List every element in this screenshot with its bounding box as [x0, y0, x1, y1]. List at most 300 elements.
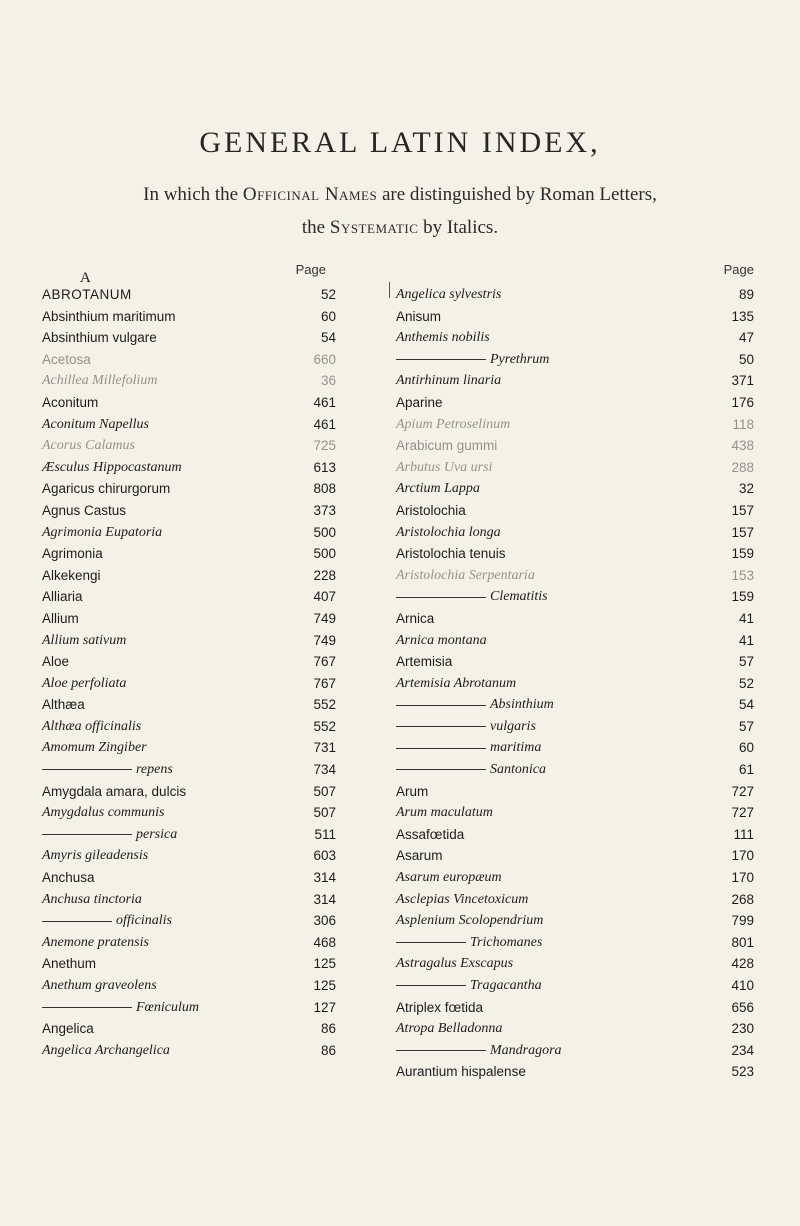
entry-page: 176 — [731, 394, 754, 410]
index-entry — [396, 1018, 762, 1040]
index-title: GENERAL LATIN INDEX, — [199, 126, 601, 159]
index-entry — [42, 500, 408, 522]
ditto-dash — [42, 921, 112, 922]
index-entry — [396, 457, 762, 479]
entry-name-text: Anemone pratensis — [42, 934, 149, 950]
index-entry — [42, 522, 408, 544]
index-entry — [396, 673, 762, 695]
index-entry — [42, 543, 408, 565]
entry-page: 767 — [313, 675, 336, 691]
entry-name-text: Anchusa — [42, 870, 95, 886]
entry-page: 799 — [731, 913, 754, 929]
entry-name-text: Asarum — [396, 848, 443, 864]
index-entry — [42, 694, 408, 716]
entry-page: 461 — [313, 394, 336, 410]
entry-name-text: Amygdala amara, dulcis — [42, 783, 187, 799]
ditto-dash — [396, 726, 486, 727]
index-entry — [42, 932, 408, 954]
index-entry — [396, 1040, 762, 1062]
entry-page: 552 — [313, 718, 336, 734]
index-entry — [42, 349, 408, 371]
index-entry — [42, 824, 408, 846]
entry-name — [396, 414, 510, 436]
entry-name — [396, 997, 483, 1019]
index-entry — [42, 1018, 408, 1040]
entry-name — [42, 889, 142, 911]
page-label-left: Page — [295, 262, 326, 277]
entry-page: 407 — [313, 589, 336, 605]
entry-name — [42, 781, 186, 803]
entry-name — [42, 673, 126, 695]
entry-name — [42, 910, 172, 932]
entry-name — [42, 975, 157, 997]
entry-name-text: Althæa officinalis — [42, 718, 142, 734]
ditto-dash — [42, 769, 132, 770]
entry-name — [396, 586, 548, 608]
entry-page: 118 — [732, 416, 754, 432]
entry-name-text: Arctium Lappa — [396, 481, 480, 497]
index-entry — [396, 306, 762, 328]
entry-page: 613 — [313, 459, 336, 475]
subtitle-line2-post: by Italics. — [418, 217, 499, 238]
index-entry — [42, 392, 408, 414]
entry-page: 127 — [313, 999, 336, 1015]
entry-name-text: ABROTANUM — [42, 287, 132, 302]
ditto-dash — [396, 597, 486, 598]
entry-name-text: Absinthium — [490, 697, 554, 713]
entry-page: 801 — [731, 934, 754, 950]
entry-name-text: Arbutus Uva ursi — [396, 459, 493, 475]
entry-name — [396, 781, 428, 803]
entry-name-text: Acetosa — [42, 351, 91, 367]
entry-name-text: Arabicum gummi — [396, 438, 498, 454]
entry-name — [396, 565, 535, 587]
entry-name-text: Atropa Belladonna — [396, 1021, 503, 1037]
entry-name — [396, 1061, 526, 1083]
entry-name — [396, 932, 542, 954]
entry-list-left — [42, 284, 408, 1061]
entry-name — [42, 824, 177, 846]
index-entry — [396, 802, 762, 824]
entry-name-text: Pyrethrum — [490, 351, 550, 367]
entry-name-text: Acorus Calamus — [42, 438, 135, 454]
index-entry — [42, 759, 408, 781]
entry-name-text: Agnus Castus — [42, 502, 127, 518]
entry-name-text: Althæa — [42, 697, 85, 713]
index-entry — [396, 867, 762, 889]
entry-name-text: Asplenium Scolopendrium — [396, 913, 544, 929]
entry-page: 727 — [731, 783, 754, 799]
entry-page: 52 — [738, 675, 754, 691]
index-entry — [396, 370, 762, 392]
entry-name-text: Amygdalus communis — [42, 805, 165, 821]
index-entry — [42, 651, 408, 673]
entry-name — [396, 392, 443, 414]
entry-page: 57 — [738, 718, 754, 734]
index-entry — [396, 392, 762, 414]
entry-name — [396, 306, 441, 328]
index-entry — [42, 737, 408, 759]
entry-page: 500 — [313, 546, 336, 562]
entry-page: 500 — [313, 524, 336, 540]
entry-page: 314 — [313, 891, 336, 907]
entry-name-text: Anthemis nobilis — [396, 330, 490, 346]
index-entry — [396, 522, 762, 544]
entry-name — [42, 327, 157, 349]
index-entry — [42, 889, 408, 911]
entry-page: 52 — [320, 287, 336, 302]
entry-name — [396, 327, 490, 349]
entry-name — [396, 759, 546, 781]
entry-name-text: Asclepias Vincetoxicum — [396, 891, 529, 907]
entry-page: 41 — [738, 632, 754, 648]
entry-name-text: Aristolochia tenuis — [396, 546, 506, 562]
entry-page: 54 — [320, 330, 336, 346]
entry-page: 234 — [731, 1042, 754, 1058]
entry-name — [396, 824, 464, 846]
entry-name — [396, 349, 549, 371]
index-entry — [396, 953, 762, 975]
index-entry — [396, 478, 762, 500]
entry-page: 125 — [313, 978, 336, 993]
ditto-dash — [42, 1007, 132, 1008]
subtitle-officinal: Officinal Names — [242, 184, 378, 205]
entry-name-text: Angelica sylvestris — [396, 287, 502, 302]
entry-name-text: Æsculus Hippocastanum — [42, 459, 182, 475]
index-entry — [396, 500, 762, 522]
entry-name — [42, 522, 162, 544]
index-column-right — [396, 262, 762, 1083]
entry-page: 468 — [313, 934, 336, 950]
ditto-dash — [396, 748, 486, 749]
entry-page: 552 — [313, 697, 336, 713]
entry-page: 159 — [731, 546, 754, 562]
entry-name-text: Artemisia Abrotanum — [396, 675, 517, 691]
entry-page: 61 — [738, 762, 754, 778]
subtitle-systematic: Systematic — [329, 217, 419, 238]
entry-name — [42, 953, 96, 975]
entry-name — [42, 845, 148, 867]
entry-page: 660 — [313, 351, 336, 367]
subtitle-pre: In which the — [143, 184, 243, 205]
entry-page: 373 — [313, 502, 336, 518]
entry-name — [396, 694, 554, 716]
ditto-dash — [396, 769, 486, 770]
index-entry — [42, 457, 408, 479]
entry-name — [42, 932, 149, 954]
entry-page: 86 — [320, 1042, 336, 1058]
entry-name-text: Amyris gileadensis — [42, 848, 149, 864]
entry-name — [396, 478, 480, 500]
entry-name-text: Angelica — [42, 1021, 94, 1037]
entry-page: 60 — [320, 308, 336, 324]
entry-name — [396, 737, 541, 759]
entry-name — [42, 759, 173, 781]
entry-name — [42, 1018, 94, 1040]
entry-name-text: persica — [136, 826, 178, 842]
entry-page: 125 — [313, 956, 336, 972]
index-entry — [42, 586, 408, 608]
entry-name — [42, 500, 126, 522]
entry-page: 749 — [313, 632, 336, 648]
entry-name-text: Aconitum — [42, 394, 99, 410]
entry-name-text: Allium sativum — [42, 632, 127, 648]
entry-page: 170 — [731, 870, 754, 886]
ditto-dash — [396, 705, 486, 706]
index-entry — [396, 737, 762, 759]
entry-name-text: Absinthium maritimum — [42, 308, 176, 324]
index-column-left — [42, 262, 408, 1061]
entry-name-text: Angelica Archangelica — [42, 1042, 170, 1058]
entry-page: 47 — [738, 330, 754, 346]
entry-page: 603 — [313, 848, 336, 864]
entry-name — [396, 1040, 562, 1062]
entry-page: 135 — [731, 308, 754, 324]
index-entry — [396, 932, 762, 954]
index-entry — [42, 306, 408, 328]
entry-name — [42, 997, 199, 1019]
entry-page: 41 — [738, 610, 754, 626]
entry-name — [396, 457, 492, 479]
entry-name-text: Anethum graveolens — [42, 978, 157, 993]
entry-name-text: Tragacantha — [470, 978, 542, 993]
entry-page: 410 — [731, 978, 754, 993]
entry-name-text: Amomum Zingiber — [42, 740, 147, 756]
entry-name-text: Aparine — [396, 394, 443, 410]
entry-name-text: Allium — [42, 610, 79, 626]
entry-page: 50 — [738, 351, 754, 367]
index-entry — [42, 781, 408, 803]
index-entry — [42, 435, 408, 457]
entry-name-text: Aristolochia Serpentaria — [396, 567, 535, 583]
entry-name-text: Aristolochia longa — [396, 524, 501, 540]
index-entry — [42, 370, 408, 392]
entry-page: 725 — [313, 438, 336, 454]
index-entry — [396, 327, 762, 349]
index-entry — [396, 824, 762, 846]
page-label-right: Page — [723, 262, 754, 277]
entry-name — [396, 716, 536, 738]
ditto-dash — [396, 942, 466, 943]
entry-name-text: Agaricus chirurgorum — [42, 481, 171, 497]
index-entry — [396, 543, 762, 565]
entry-page: 228 — [313, 567, 336, 583]
index-entry — [396, 586, 762, 608]
index-entry — [396, 759, 762, 781]
entry-name — [396, 975, 542, 997]
index-subtitle-line2 — [0, 217, 800, 239]
entry-page: 371 — [731, 373, 754, 389]
index-entry — [396, 1061, 762, 1083]
entry-name — [42, 565, 101, 587]
entry-page: 153 — [731, 567, 754, 583]
entry-page: 60 — [738, 740, 754, 756]
entry-name-text: Aconitum Napellus — [42, 416, 149, 432]
entry-name-text: Anisum — [396, 308, 442, 324]
entry-name-text: Fœniculum — [136, 999, 199, 1015]
entry-name — [42, 716, 141, 738]
entry-name — [396, 1018, 502, 1040]
entry-name-text: Artemisia — [396, 654, 453, 670]
entry-page: 89 — [738, 287, 754, 302]
entry-name — [42, 1040, 170, 1062]
entry-name — [42, 543, 103, 565]
entry-name-text: Trichomanes — [470, 934, 543, 950]
entry-name — [42, 414, 149, 436]
entry-list-right — [396, 284, 762, 1083]
entry-name — [396, 651, 452, 673]
index-entry — [396, 997, 762, 1019]
entry-page: 157 — [731, 524, 754, 540]
entry-name — [42, 478, 170, 500]
entry-name-text: Arum — [396, 783, 429, 799]
index-entry — [42, 284, 408, 306]
index-entry — [396, 889, 762, 911]
entry-page: 268 — [731, 891, 754, 907]
entry-name — [396, 543, 506, 565]
entry-name — [42, 457, 182, 479]
entry-name-text: Arnica — [396, 610, 435, 626]
index-entry — [42, 327, 408, 349]
index-subtitle-line1 — [0, 184, 800, 206]
index-entry — [396, 651, 762, 673]
entry-page: 159 — [731, 589, 754, 605]
entry-page: 749 — [313, 610, 336, 626]
entry-name — [42, 867, 95, 889]
entry-name — [396, 867, 502, 889]
entry-name — [42, 586, 83, 608]
entry-page: 507 — [313, 783, 336, 799]
index-entry — [42, 414, 408, 436]
ditto-dash — [396, 985, 466, 986]
entry-name — [42, 435, 135, 457]
entry-name-text: Aloe perfoliata — [42, 675, 127, 691]
entry-page: 54 — [738, 697, 754, 713]
entry-name — [42, 608, 79, 630]
entry-name-text: Alkekengi — [42, 567, 101, 583]
entry-name — [396, 284, 501, 306]
index-entry — [396, 565, 762, 587]
entry-name-text: Clematitis — [490, 589, 548, 605]
entry-page: 157 — [731, 502, 754, 518]
entry-name-text: officinalis — [116, 913, 172, 929]
entry-name — [42, 392, 98, 414]
entry-name — [396, 953, 513, 975]
entry-page: 170 — [731, 848, 754, 864]
entry-page: 111 — [733, 826, 754, 842]
index-entry — [396, 910, 762, 932]
entry-name — [396, 630, 487, 652]
entry-name-text: Agrimonia Eupatoria — [42, 524, 163, 540]
index-entry — [396, 630, 762, 652]
entry-page: 511 — [314, 826, 336, 842]
entry-name-text: Aloe — [42, 654, 70, 670]
entry-name — [42, 802, 165, 824]
entry-name-text: Apium Petroselinum — [396, 416, 511, 432]
index-entry — [42, 953, 408, 975]
entry-name-text: Arum maculatum — [396, 805, 493, 821]
entry-name — [42, 306, 176, 328]
index-entry — [42, 716, 408, 738]
entry-page: 36 — [320, 373, 336, 389]
entry-name — [396, 500, 466, 522]
entry-page: 731 — [313, 740, 336, 756]
section-letter: A — [80, 270, 91, 286]
index-entry — [396, 284, 762, 306]
entry-name-text: Anethum — [42, 956, 97, 972]
entry-page: 734 — [313, 762, 336, 778]
entry-page: 57 — [738, 654, 754, 670]
entry-name — [42, 370, 157, 392]
entry-name-text: Absinthium vulgare — [42, 330, 157, 346]
entry-page: 507 — [313, 805, 336, 821]
entry-name — [396, 370, 501, 392]
entry-name — [396, 910, 543, 932]
index-entry — [396, 349, 762, 371]
index-entry — [42, 673, 408, 695]
index-entry — [42, 1040, 408, 1062]
entry-page: 727 — [731, 805, 754, 821]
index-entry — [42, 630, 408, 652]
entry-page: 428 — [731, 956, 754, 972]
entry-name-text: Assafœtida — [396, 826, 465, 842]
index-entry — [42, 867, 408, 889]
entry-name — [42, 737, 147, 759]
index-entry — [42, 975, 408, 997]
entry-name-text: Asarum europæum — [396, 870, 502, 886]
entry-name — [42, 694, 85, 716]
entry-page: 86 — [320, 1021, 336, 1037]
entry-name-text: Anchusa tinctoria — [42, 891, 142, 907]
entry-page: 656 — [731, 999, 754, 1015]
entry-name-text: Alliaria — [42, 589, 83, 605]
entry-name-text: repens — [136, 762, 173, 778]
entry-name-text: Arnica montana — [396, 632, 487, 648]
entry-name-text: Achillea Millefolium — [42, 373, 158, 389]
subtitle-line2-pre: the — [301, 217, 330, 238]
index-entry — [42, 478, 408, 500]
ditto-dash — [42, 834, 132, 835]
index-entry — [396, 694, 762, 716]
entry-name-text: vulgaris — [490, 718, 536, 734]
entry-name — [42, 630, 126, 652]
index-entry — [42, 997, 408, 1019]
index-entry — [396, 781, 762, 803]
index-entry — [396, 414, 762, 436]
entry-name-text: Astragalus Exscapus — [396, 956, 514, 972]
index-entry — [42, 845, 408, 867]
entry-name-text: Agrimonia — [42, 546, 103, 562]
index-entry — [42, 802, 408, 824]
entry-name-text: Aristolochia — [396, 502, 466, 518]
index-entry — [42, 608, 408, 630]
entry-name-text: Aurantium hispalense — [396, 1064, 526, 1080]
index-entry — [396, 608, 762, 630]
entry-name — [42, 651, 69, 673]
entry-page: 314 — [313, 870, 336, 886]
entry-name — [396, 522, 501, 544]
entry-name — [396, 435, 497, 457]
entry-page: 767 — [313, 654, 336, 670]
subtitle-mid: are distinguished by Roman Letters, — [377, 184, 657, 205]
index-entry — [396, 716, 762, 738]
entry-page: 523 — [731, 1064, 754, 1080]
entry-name — [42, 349, 91, 371]
index-entry — [42, 565, 408, 587]
entry-page: 32 — [738, 481, 754, 497]
entry-name-text: Antirhinum linaria — [396, 373, 502, 389]
index-entry — [42, 910, 408, 932]
